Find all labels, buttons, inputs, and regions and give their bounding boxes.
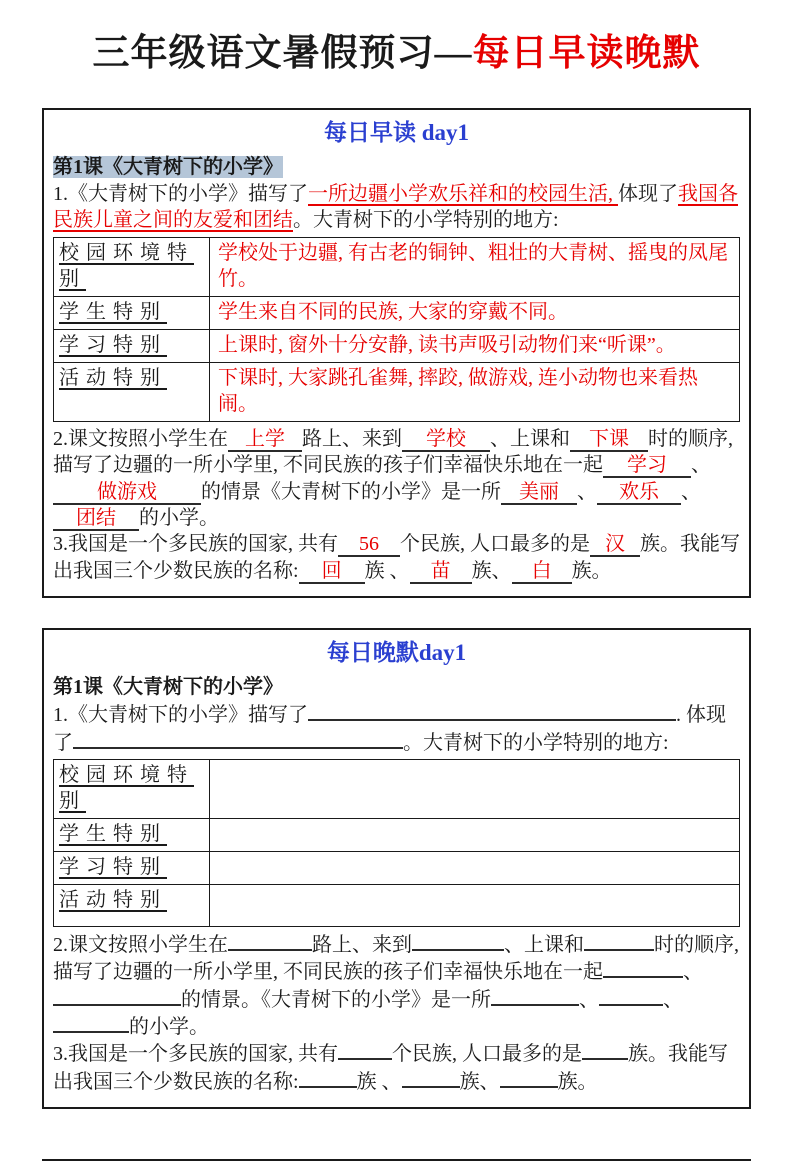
q2-text: 、 bbox=[683, 961, 703, 984]
q3-text: 3.我国是一个多民族的国家, 共有 bbox=[53, 1043, 338, 1066]
q3-answer: 苗 bbox=[410, 561, 472, 584]
q3-answer: 56 bbox=[338, 534, 400, 557]
row-content-empty bbox=[210, 818, 740, 851]
morning-lesson-title bbox=[53, 150, 740, 179]
row-content: 上课时, 窗外十分安静, 读书声吸引动物们来“听课”。 bbox=[210, 329, 740, 362]
table-row bbox=[54, 296, 740, 329]
answer-blank bbox=[73, 729, 403, 749]
q1-text: 体现了 bbox=[618, 183, 678, 205]
evening-section-header: 每日晚默day1 bbox=[326, 640, 467, 666]
q2-answer: 欢乐 bbox=[597, 482, 681, 505]
row-label: 活动特别 bbox=[54, 362, 210, 421]
row-label: 学生特别 bbox=[54, 296, 210, 329]
q3-text: 个民族, 人口最多的是 bbox=[400, 533, 590, 556]
q3-answer: 白 bbox=[512, 561, 572, 584]
answer-blank bbox=[491, 986, 579, 1006]
table-row bbox=[54, 884, 740, 926]
row-label: 学习特别 bbox=[54, 329, 210, 362]
q2-answer: 上学 bbox=[228, 429, 302, 452]
answer-blank bbox=[412, 931, 504, 951]
q2-text: 路上、来到 bbox=[302, 427, 402, 450]
table-row bbox=[54, 329, 740, 362]
q2-text: 、上课和 bbox=[504, 933, 584, 956]
answer-blank bbox=[402, 1068, 460, 1088]
answer-blank bbox=[338, 1040, 392, 1060]
q3-text: 族、 bbox=[471, 559, 512, 582]
q2-text: 、 bbox=[577, 480, 597, 503]
table-row bbox=[54, 759, 740, 818]
page-title bbox=[42, 22, 751, 76]
q3-text: 族。我能写出我国三个少数民族的名称: bbox=[53, 533, 740, 582]
row-content-empty bbox=[210, 884, 740, 926]
row-label: 学习特别 bbox=[54, 851, 210, 884]
answer-blank bbox=[53, 986, 181, 1006]
next-section-top-edge bbox=[42, 1159, 751, 1169]
evening-question-3 bbox=[53, 1040, 740, 1095]
q2-text: 的情景。《大青树下的小学》是一所 bbox=[181, 988, 491, 1011]
q2-text: 、 bbox=[579, 988, 599, 1011]
morning-feature-table bbox=[53, 237, 740, 422]
answer-blank bbox=[582, 1040, 628, 1060]
q2-text: 、 bbox=[663, 988, 683, 1011]
q3-answer: 汉 bbox=[590, 534, 640, 557]
q2-text: 2.课文按照小学生在 bbox=[53, 427, 228, 450]
morning-reading-section bbox=[42, 108, 751, 598]
q1-answer: 一所边疆小学欢乐祥和的校园生活, bbox=[308, 183, 618, 205]
q2-text: 时的顺序, 描写了边疆的一所小学里, 不同民族的孩子们幸福快乐地在一起 bbox=[53, 427, 733, 477]
table-row bbox=[54, 851, 740, 884]
row-label: 校园环境特别 bbox=[54, 237, 210, 296]
q2-text: 的小学。 bbox=[139, 506, 219, 529]
morning-question-1 bbox=[53, 181, 740, 234]
row-content: 学生来自不同的民族, 大家的穿戴不同。 bbox=[210, 296, 740, 329]
page-title-red: 每日早读晚默 bbox=[472, 33, 701, 74]
evening-lesson-title bbox=[53, 670, 740, 699]
q2-text: 的小学。 bbox=[129, 1016, 209, 1039]
q3-text: 族 、 bbox=[356, 1070, 402, 1093]
q2-answer: 做游戏 bbox=[53, 482, 201, 505]
highlighted-lesson-text: 第1课《大青树下的小学》 bbox=[53, 156, 283, 178]
evening-question-1 bbox=[53, 701, 740, 756]
row-label: 校园环境特别 bbox=[54, 759, 210, 818]
q3-text: 族。我能写出我国三个少数民族的名称: bbox=[53, 1043, 728, 1093]
q2-answer: 学校 bbox=[402, 429, 490, 452]
q1-text: . 体现了 bbox=[53, 704, 726, 754]
evening-feature-table bbox=[53, 759, 740, 927]
q1-answer: 我国各民族儿童之间的友爱和团结 bbox=[53, 183, 738, 232]
table-row bbox=[54, 237, 740, 296]
lesson-text: 第1课《大青树下的小学》 bbox=[53, 676, 283, 699]
q3-text: 族、 bbox=[459, 1070, 500, 1093]
evening-question-2 bbox=[53, 931, 740, 1041]
q2-text: 、 bbox=[691, 454, 711, 477]
row-content: 学校处于边疆, 有古老的铜钟、粗壮的大青树、摇曳的凤尾竹。 bbox=[210, 237, 740, 296]
answer-blank bbox=[299, 1068, 357, 1088]
morning-question-2 bbox=[53, 426, 740, 532]
answer-blank bbox=[308, 701, 676, 721]
morning-section-header: 每日早读 day1 bbox=[323, 120, 470, 145]
q1-text: 1.《大青树下的小学》描写了 bbox=[53, 704, 308, 727]
q2-text: 时的顺序, 描写了边疆的一所小学里, 不同民族的孩子们幸福快乐地在一起 bbox=[53, 933, 739, 984]
answer-blank bbox=[599, 986, 663, 1006]
morning-question-3 bbox=[53, 531, 740, 584]
q3-text: 族 、 bbox=[364, 559, 410, 582]
answer-blank bbox=[228, 931, 312, 951]
q2-text: 、上课和 bbox=[490, 427, 570, 450]
row-content-empty bbox=[210, 759, 740, 818]
q2-answer: 下课 bbox=[570, 429, 648, 452]
q2-text: 、 bbox=[681, 480, 701, 503]
evening-dictation-section bbox=[42, 628, 751, 1109]
q2-text: 2.课文按照小学生在 bbox=[53, 933, 228, 956]
answer-blank bbox=[603, 958, 683, 978]
q2-text: 的情景《大青树下的小学》是一所 bbox=[201, 480, 501, 503]
table-row bbox=[54, 362, 740, 421]
answer-blank bbox=[500, 1068, 558, 1088]
answer-blank bbox=[53, 1013, 129, 1033]
q1-text: 。大青树下的小学特别的地方: bbox=[403, 731, 669, 754]
q2-answer: 美丽 bbox=[501, 482, 577, 505]
q3-text: 个民族, 人口最多的是 bbox=[392, 1043, 582, 1066]
q1-text: 1.《大青树下的小学》描写了 bbox=[53, 183, 308, 205]
q3-text: 族。 bbox=[557, 1070, 598, 1093]
row-label: 活动特别 bbox=[54, 884, 210, 926]
page-title-black: 三年级语文暑假预习— bbox=[92, 33, 473, 74]
q2-answer: 团结 bbox=[53, 508, 139, 531]
row-content: 下课时, 大家跳孔雀舞, 摔跤, 做游戏, 连小动物也来看热闹。 bbox=[210, 362, 740, 421]
answer-blank bbox=[584, 931, 654, 951]
q1-text: 。大青树下的小学特别的地方: bbox=[293, 209, 559, 232]
row-content-empty bbox=[210, 851, 740, 884]
q3-text: 3.我国是一个多民族的国家, 共有 bbox=[53, 533, 338, 556]
q3-text: 族。 bbox=[571, 559, 612, 582]
row-label: 学生特别 bbox=[54, 818, 210, 851]
q2-text: 路上、来到 bbox=[312, 933, 412, 956]
table-row bbox=[54, 818, 740, 851]
q2-answer: 学习 bbox=[603, 455, 691, 478]
q3-answer: 回 bbox=[299, 561, 365, 584]
